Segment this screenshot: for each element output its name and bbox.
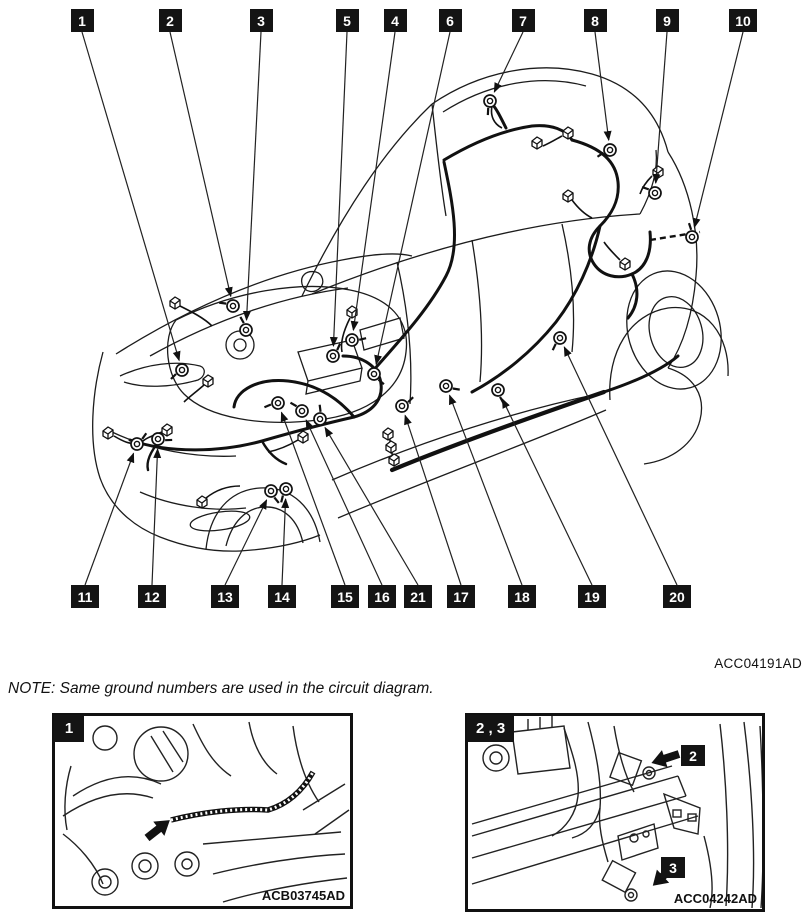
ground-callout-1: 1 xyxy=(71,9,94,32)
ground-callout-13: 13 xyxy=(211,585,239,608)
ground-callout-10: 10 xyxy=(729,9,757,32)
panel-2-3-code: ACC04242AD xyxy=(673,891,757,906)
panel-1-line-art xyxy=(55,716,350,906)
ground-callout-7: 7 xyxy=(512,9,535,32)
note-text: NOTE: Same ground numbers are used in the circuit diagram. xyxy=(8,680,434,697)
ground-callout-16: 16 xyxy=(368,585,396,608)
ground-callout-8: 8 xyxy=(584,9,607,32)
ground-callout-14: 14 xyxy=(268,585,296,608)
ground-callout-5: 5 xyxy=(336,9,359,32)
ground-callout-20: 20 xyxy=(663,585,691,608)
ground-callout-9: 9 xyxy=(656,9,679,32)
ground-callout-17: 17 xyxy=(447,585,475,608)
panel-1-code: ACB03745AD xyxy=(261,888,345,903)
diagram-code: ACC04191AD xyxy=(714,656,802,671)
ground-callout-6: 6 xyxy=(439,9,462,32)
detail-panel-1 xyxy=(52,713,353,909)
ground-callout-4: 4 xyxy=(384,9,407,32)
detail-panel-2-3 xyxy=(465,713,765,912)
panel-callout-3: 3 xyxy=(661,857,685,878)
ground-callout-19: 19 xyxy=(578,585,606,608)
ground-callout-11: 11 xyxy=(71,585,99,608)
ground-callout-15: 15 xyxy=(331,585,359,608)
ground-callout-2: 2 xyxy=(159,9,182,32)
panel-1-arrow-icon xyxy=(141,813,175,845)
panel-callout-2: 2 xyxy=(681,745,705,766)
ground-callout-12: 12 xyxy=(138,585,166,608)
panel-2-3-line-art xyxy=(468,716,762,909)
ground-callout-3: 3 xyxy=(250,9,273,32)
panel-1-label: 1 xyxy=(54,715,84,742)
ground-callout-21: 21 xyxy=(404,585,432,608)
panel-2-3-label: 2 , 3 xyxy=(467,715,514,742)
ground-callout-18: 18 xyxy=(508,585,536,608)
